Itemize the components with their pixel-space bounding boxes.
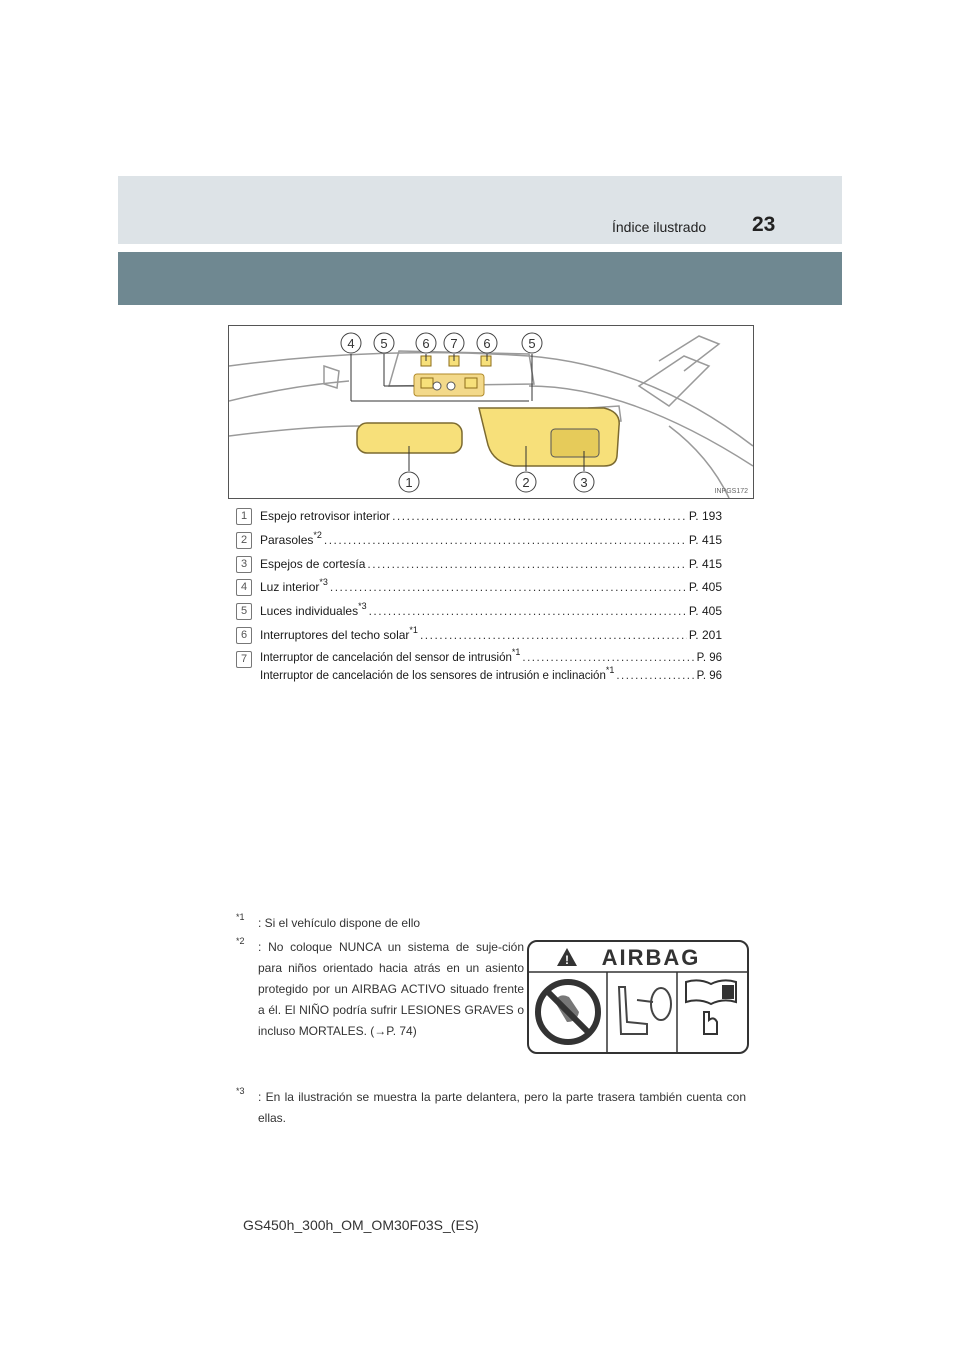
page-ref-link[interactable]: P. 96 (696, 651, 722, 664)
page-ref-link[interactable]: P. 193 (688, 509, 722, 523)
list-item (236, 578, 722, 602)
illustration-code: INPGS172 (714, 488, 748, 495)
page-ref-link[interactable]: P. 201 (688, 627, 722, 642)
header-bar (118, 252, 842, 305)
list-item (236, 507, 722, 531)
footnote-mark: *1 (605, 664, 615, 675)
footnote-mark: *3 (358, 601, 367, 612)
callout-1: 1 (405, 475, 413, 490)
item-label: Parasoles (260, 532, 314, 547)
seat-airbag-icon (619, 987, 671, 1034)
item-label-secondary: Interruptor de cancelación de los sensores de intrusión e inclinación (260, 669, 606, 682)
callout-4: 4 (347, 336, 355, 351)
footnote-text: : No coloque NUNCA un sistema de suje-ción para niños orientado hacia atrás en un asiento protegido por un AIRBAG ACTIVO situado frente a él. El NIÑO podría sufrir LESIONES GRAVES o incluso MORTALES. (→P. 74) (258, 940, 524, 1038)
callout-3: 3 (580, 475, 588, 490)
page-ref-link[interactable]: P. 96 (696, 669, 722, 682)
list-item (236, 626, 722, 650)
footnote-mark: *3 (319, 577, 328, 588)
item-number: 4 (236, 579, 252, 596)
svg-text:!: ! (565, 953, 569, 967)
item-number: 3 (236, 556, 252, 573)
page-ref-link[interactable]: P. 405 (688, 580, 722, 595)
item-number: 7 (236, 651, 252, 668)
item-label: Luces individuales (260, 604, 359, 619)
list-item (236, 646, 722, 694)
page-number: 23 (752, 213, 776, 236)
list-item (236, 555, 722, 579)
footnote-mark: *2 (313, 529, 322, 540)
item-label: Interruptor de cancelación del sensor de intrusión (260, 651, 512, 664)
callout-6b: 6 (483, 336, 491, 351)
header-band (118, 176, 842, 244)
footnote-key: *1 (236, 912, 245, 922)
footnote-mark: *1 (511, 646, 521, 657)
overhead-console-illustration (228, 325, 754, 499)
item-number: 6 (236, 627, 252, 644)
footnote-text: : Si el vehículo dispone de ello (258, 916, 421, 930)
manual-info-icon (686, 980, 736, 1034)
footnote-mark: *1 (409, 624, 418, 635)
footnote-text: : En la ilustración se muestra la parte delantera, pero la parte trasera también cuenta con ellas. (258, 1090, 746, 1125)
callout-2: 2 (522, 475, 530, 490)
item-label: Espejos de cortesía (260, 556, 366, 571)
callout-5: 5 (380, 336, 388, 351)
item-label: Espejo retrovisor interior (260, 509, 391, 523)
section-title: Índice ilustrado (612, 219, 707, 235)
list-item (236, 531, 722, 555)
callout-5b: 5 (528, 336, 536, 351)
callout-6: 6 (422, 336, 430, 351)
document-code: GS450h_300h_OM_OM30F03S_(ES) (243, 1217, 479, 1233)
airbag-title: AIRBAG (601, 945, 701, 970)
illustration-drawing (229, 326, 753, 498)
item-number: 2 (236, 532, 252, 549)
footnote-key: *2 (236, 936, 245, 946)
item-number: 1 (236, 508, 252, 525)
page-ref-link[interactable]: P. 405 (688, 604, 722, 619)
airbag-label-drawing (529, 942, 747, 1052)
no-child-seat-icon (538, 982, 598, 1042)
airbag-warning-label (527, 940, 749, 1054)
page-ref-link[interactable]: P. 415 (688, 532, 722, 547)
item-label: Interruptores del techo solar (260, 627, 410, 642)
callout-7: 7 (450, 336, 458, 351)
item-label: Luz interior (260, 580, 320, 595)
page-ref-link[interactable]: P. 415 (688, 556, 722, 571)
item-number: 5 (236, 603, 252, 620)
item-list (236, 507, 722, 694)
list-item (236, 602, 722, 626)
footnote-key: *3 (236, 1086, 245, 1096)
